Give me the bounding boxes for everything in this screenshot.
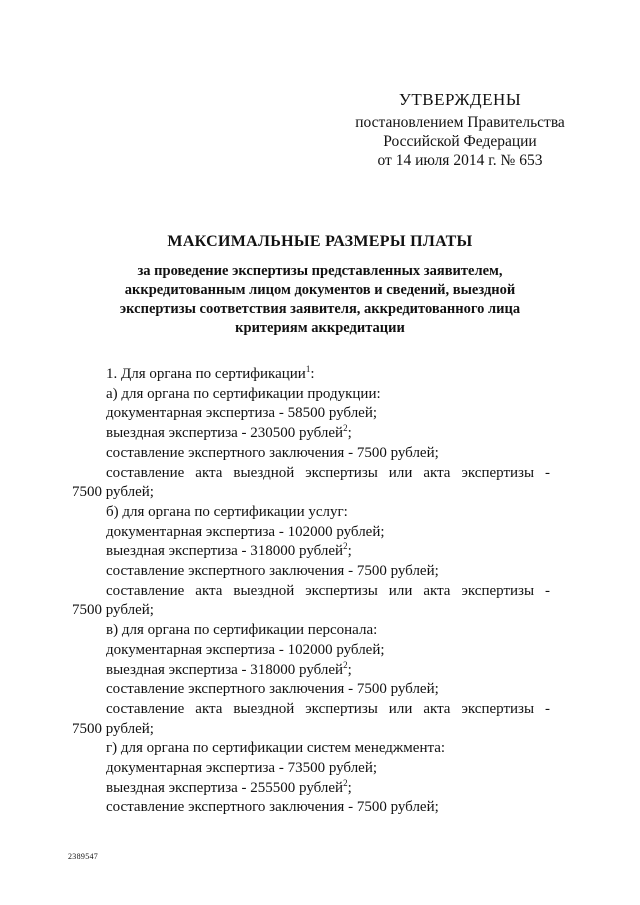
fee-line: составление экспертного заключения - 7500 рублей; — [106, 563, 439, 580]
fee-line: документарная экспертиза - 102000 рублей; — [106, 641, 385, 658]
fee-line: выездная экспертиза - 318000 рублей$^2$; — [106, 659, 352, 678]
fee-line: выездная экспертиза - 230500 рублей$^2$; — [106, 423, 352, 442]
fee-line: составление акта выездной экспертизы или акта экспертизы - — [106, 464, 550, 481]
section-d-header: г) для органа по сертификации систем менеджмента: — [106, 740, 446, 757]
fee-line: документарная экспертиза - 73500 рублей; — [106, 760, 378, 777]
fee-line-continued: 7500 рублей; — [72, 720, 154, 737]
fee-text: выездная экспертиза - 318000 рублей — [106, 543, 344, 560]
fee-line: выездная экспертиза - 255500 рублей$^2$; — [106, 777, 352, 796]
fee-text: выездная экспертиза - 255500 рублей — [106, 779, 344, 796]
section-b-header: б) для органа по сертификации услуг: — [106, 503, 348, 520]
fee-line: составление экспертного заключения - 7500 рублей; — [106, 681, 439, 698]
approval-line: постановлением Правительства — [355, 114, 565, 131]
document-subtitle — [90, 262, 550, 338]
section-c-header: в) для органа по сертификации персонала: — [106, 622, 378, 639]
approval-title: УТВЕРЖДЕНЫ — [398, 90, 522, 109]
fee-line: составление акта выездной экспертизы или акта экспертизы - — [106, 700, 550, 717]
subtitle-line: аккредитованным лицом документов и сведений, выездной — [124, 282, 516, 298]
footnote-mark: 2 — [343, 777, 348, 788]
fee-text: выездная экспертиза - 230500 рублей — [106, 425, 344, 442]
subtitle-line: экспертизы соответствия заявителя, аккредитованного лица — [119, 301, 521, 317]
footnote-mark: 1 — [305, 364, 311, 374]
approval-date-number: от 14 июля 2014 г. № 653 — [377, 152, 543, 169]
item-text: 1. Для органа по сертификации — [106, 366, 306, 382]
fee-line-continued: 7500 рублей; — [72, 602, 154, 619]
fee-text: выездная экспертиза - 318000 рублей — [106, 661, 344, 678]
fee-line-continued: 7500 рублей; — [72, 484, 154, 501]
fee-line: составление акта выездной экспертизы или акта экспертизы - — [106, 582, 550, 599]
fee-line: выездная экспертиза - 318000 рублей$^2$; — [106, 541, 352, 560]
footnote-mark: 2 — [343, 541, 348, 552]
fee-line: документарная экспертиза - 102000 рублей; — [106, 523, 385, 540]
fee-line: документарная экспертиза - 58500 рублей; — [106, 405, 378, 422]
footnote-mark: 2 — [343, 423, 348, 434]
document-id: 2389547 — [68, 852, 99, 861]
paragraph-item-1: 1. Для органа по сертификации$^1$: — [106, 364, 315, 382]
fee-line: составление экспертного заключения - 7500 рублей; — [106, 444, 439, 461]
document-body — [72, 365, 550, 818]
section-a-header: а) для органа по сертификации продукции: — [106, 385, 381, 402]
approval-line: Российской Федерации — [383, 133, 537, 150]
footnote-mark: 2 — [343, 659, 348, 670]
fee-line: составление экспертного заключения - 7500 рублей; — [106, 799, 439, 816]
approval-block — [320, 90, 600, 170]
subtitle-line: за проведение экспертизы представленных заявителем, — [137, 263, 503, 279]
subtitle-line: критериям аккредитации — [235, 320, 405, 336]
document-title: МАКСИМАЛЬНЫЕ РАЗМЕРЫ ПЛАТЫ — [167, 233, 473, 250]
